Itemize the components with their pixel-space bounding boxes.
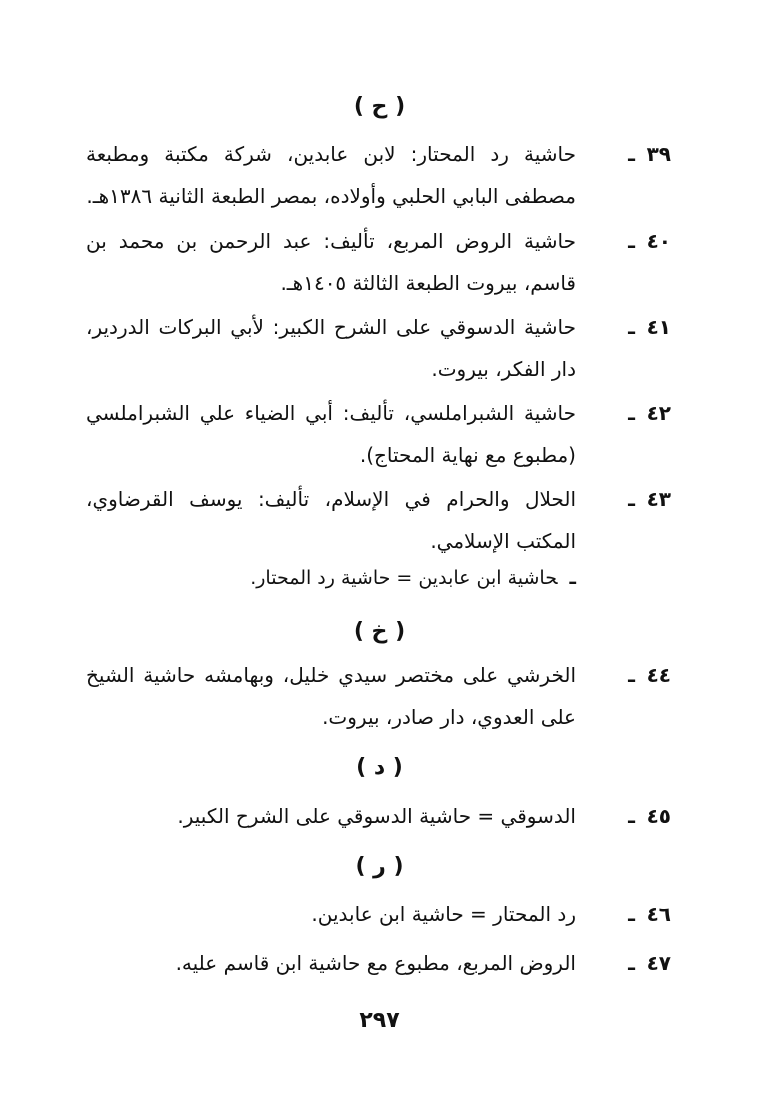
entry-41 [86,306,671,390]
entry-dash: ـ [628,663,635,687]
entry-text: حاشية الشبراملسي، تأليف: أبي الضياء علي الشبراملسي (مطبوع مع نهاية المحتاج). [86,401,576,467]
entry-number: ٤٧ [646,951,671,975]
entry-43 [86,478,671,562]
section-heading-ra: ( ر ) [355,854,404,879]
entry-dash: ـ [628,142,635,166]
entry-number: ٤١ [646,315,671,339]
entry-45 [86,795,671,837]
entry-dash: ـ [628,902,635,926]
entry-number: ٤٥ [646,804,671,828]
entry-42 [86,392,671,476]
entry-text: الدسوقي = حاشية الدسوقي على الشرح الكبير. [177,804,576,828]
entry-text: حاشية الروض المربع، تأليف: عبد الرحمن بن محمد بن قاسم، بيروت الطبعة الثالثة ١٤٠٥هـ. [86,229,576,295]
entry-text: الخرشي على مختصر سيدي خليل، وبهامشه حاشية الشيخ على العدوي، دار صادر، بيروت. [86,663,576,729]
entry-dash: ـ [628,951,635,975]
entry-40 [86,220,671,304]
entry-number: ٤٢ [646,401,671,425]
entry-text: حاشية رد المحتار: لابن عابدين، شركة مكتبة ومطبعة مصطفى البابي الحلبي وأولاده، بمصر الطبعة الثانية ١٣٨٦هـ. [86,142,576,208]
entry-text: حاشية الدسوقي على الشرح الكبير: لأبي البركات الدردير، دار الفكر، بيروت. [86,315,576,381]
page-number: ٢٩٧ [359,1008,400,1033]
entry-number: ٤٤ [646,663,671,687]
entry-47 [86,942,671,984]
entry-dash: ـ [628,804,635,828]
entry-text: رد المحتار = حاشية ابن عابدين. [311,902,576,926]
entry-dash: ـ [628,487,635,511]
entry-46 [86,893,671,935]
entry-dash: ـ [628,315,635,339]
entry-number: ٤٠ [646,229,671,253]
section-heading-dal: ( د ) [356,755,403,780]
entry-44 [86,654,671,738]
entry-dash: ـ [569,567,576,589]
cross-reference-entry [86,563,576,593]
entry-number: ٤٦ [646,902,671,926]
entry-dash: ـ [628,229,635,253]
entry-text: حاشية ابن عابدين = حاشية رد المحتار. [250,567,558,589]
entry-text: الروض المربع، مطبوع مع حاشية ابن قاسم عليه. [175,951,576,975]
entry-text: الحلال والحرام في الإسلام، تأليف: يوسف القرضاوي، المكتب الإسلامي. [86,487,576,553]
section-heading-kha: ( خ ) [353,619,406,644]
entry-number: ٣٩ [646,142,671,166]
entry-dash: ـ [628,401,635,425]
section-heading-ha: ( ح ) [353,94,406,119]
entry-number: ٤٣ [646,487,671,511]
entry-39 [86,133,671,217]
